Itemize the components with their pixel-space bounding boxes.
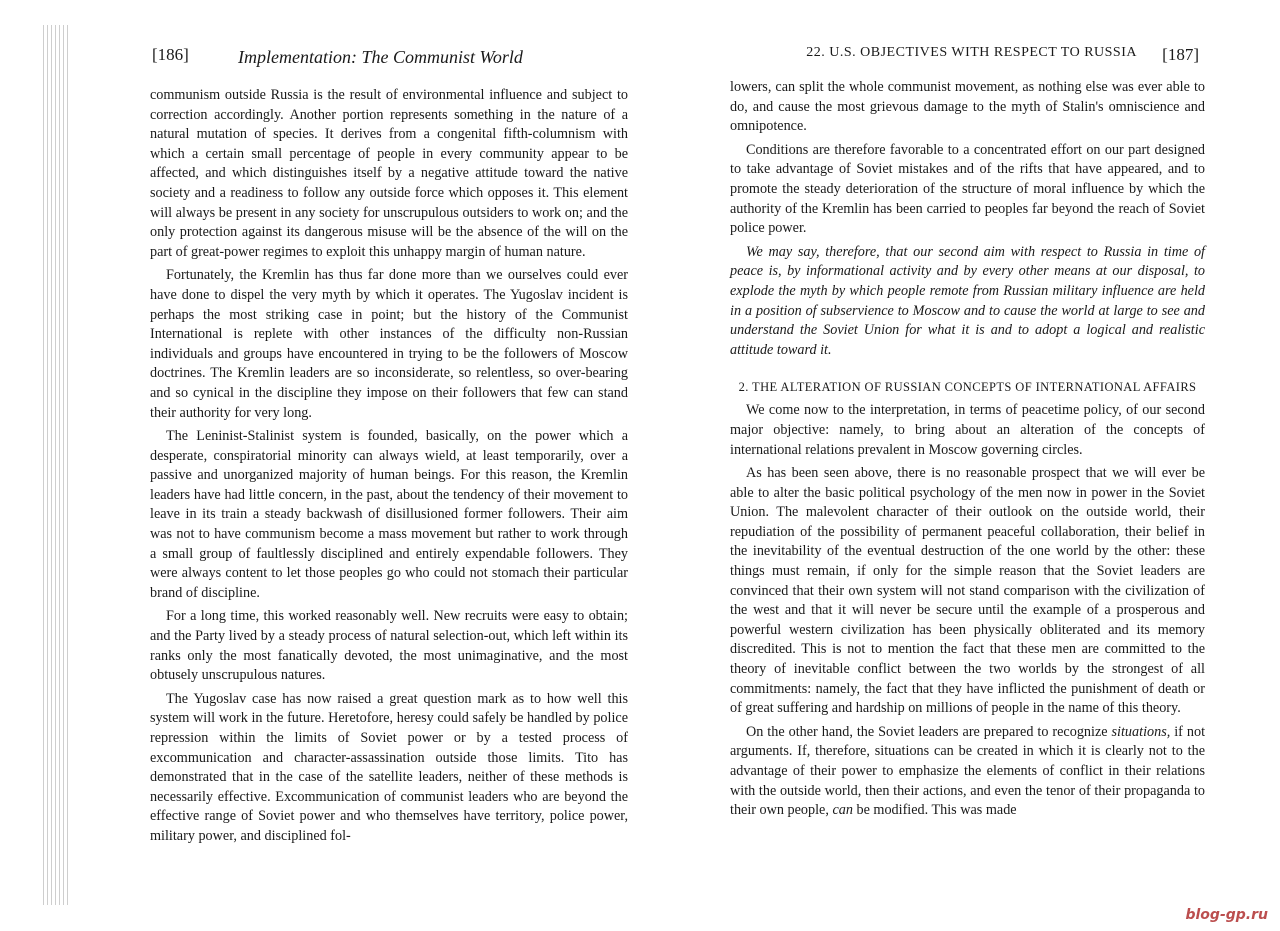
right-paragraph-1: lowers, can split the whole communist movement, as nothing else was ever able to do, and cause the most grievous damage to the myth of Stalin's omniscience and omnipotence. bbox=[730, 79, 1205, 135]
right-running-title: 22. U.S. OBJECTIVES WITH RESPECT TO RUSSIA bbox=[806, 45, 1137, 60]
right-paragraph-6 bbox=[730, 723, 1205, 821]
right-page-body bbox=[730, 78, 1205, 825]
last-paragraph-part-3: be modified. This was made bbox=[852, 802, 1017, 819]
last-paragraph-emphasis-2: can bbox=[832, 802, 853, 819]
left-paragraph-1: communism outside Russia is the result of environmental influence and subject to correction accordingly. Another portion represents something in the nature of a natural mutation of species. It derives from a congenital fifth-columnism with which a certain small percentage of people in every community appear to be affected, and which distinguishes itself by a negative attitude toward the native society and a readiness to follow any outside force which opposes it. This element will always be present in any society for unscrupulous outsiders to work on; and the only protection against its dangerous misuse will be the absence of the will on the part of great-power regimes to exploit this unhappy margin of human nature. bbox=[150, 87, 628, 260]
last-paragraph-part-1: On the other hand, the Soviet leaders are prepared to recognize bbox=[746, 723, 1112, 740]
left-paragraph-3: The Leninist-Stalinist system is founded, basically, on the power which a desperate, conspiratorial minority can always wield, at least temporarily, over a passive and unorganized majority of human beings. For this reason, the Kremlin leaders have had little concern, in the past, about the tendency of their movement to leave in its train a steady backwash of disillusioned former followers. Their aim was not to have communism become a mass movement but rather to work through a small group of faultlessly disciplined and entirely expendable followers. They were always content to let those peoples go who could not stomach their particular brand of discipline. bbox=[150, 428, 628, 601]
left-paragraph-4: For a long time, this worked reasonably well. New recruits were easy to obtain; and the Party lived by a steady process of natural selection-out, which left within its ranks only the most fanatically devoted, the most unimaginative, and the most obtusely unscrupulous natures. bbox=[150, 608, 628, 684]
section-heading: 2. THE ALTERATION OF RUSSIAN CONCEPTS OF INTERNATIONAL AFFAIRS bbox=[738, 380, 1197, 395]
right-page-number: [187] bbox=[1162, 45, 1199, 64]
book-spine-shadow bbox=[40, 25, 70, 905]
left-page-body bbox=[150, 86, 628, 851]
right-paragraph-5: As has been seen above, there is no reasonable prospect that we will ever be able to alter the basic political psychology of the men now in power in the Soviet Union. The malevolent character of their outlook on the outside world, their repudiation of the possibility of permanent peaceful collaboration, their belief in the inevitability of the eventual destruction of the one world by the other: these things must remain, if only for the simple reason that the Soviet leaders are convinced that their own system will not stand comparison with the civilization of the west and that it will never be secure until the example of a prosperous and powerful western civilization has been physically obliterated and its memory discredited. This is not to mention the fact that these men are committed to the theory of inevitable conflict between the two worlds by the strongest of all commitments: namely, the fact that they have inflicted the punishment of death or of great suffering and hardship on millions of people in the name of this theory. bbox=[730, 465, 1205, 717]
left-paragraph-2: Fortunately, the Kremlin has thus far done more than we ourselves could ever have done to dispel the very myth by which it operates. The Yugoslav incident is perhaps the most striking case in point; but the history of the Communist International is replete with other instances of the difficulty non-Russian individuals and groups have encountered in trying to be the followers of Moscow doctrines. The Kremlin leaders are so inconsiderate, so relentless, so over-bearing and so cynical in the discipline they impose on their followers that few can stand their authority for very long. bbox=[150, 267, 628, 421]
right-page-header bbox=[730, 45, 1205, 75]
watermark: blog-gp.ru bbox=[1185, 907, 1268, 923]
right-paragraph-3-italic: We may say, therefore, that our second aim with respect to Russia in time of peace is, by informational activity and by every other means at our disposal, to explode the myth by which people remote from Russian military influence are held in a position of subservience to Moscow and to cause the world at large to see and understand the Soviet Union for what it is and to adopt a logical and realistic attitude toward it. bbox=[730, 243, 1205, 358]
right-paragraph-2: Conditions are therefore favorable to a concentrated effort on our part designed to take advantage of Soviet mistakes and of the rifts that have appeared, and to promote the steady deterioration of the structure of moral influence by which the authority of the Kremlin has been carried to peoples far beyond the reach of Soviet police power. bbox=[730, 141, 1205, 237]
left-page-header bbox=[150, 45, 628, 75]
last-paragraph-emphasis-1: situations, bbox=[1111, 723, 1171, 740]
left-running-title: Implementation: The Communist World bbox=[238, 47, 523, 67]
left-paragraph-5: The Yugoslav case has now raised a great question mark as to how well this system will work in the future. Heretofore, heresy could safely be handled by police repression within the limits of Soviet power or by a tested process of excommunication and character-assassination outside those limits. Tito has demonstrated that in the case of the satellite leaders, neither of these methods is necessarily effective. Excommunication of communist leaders who are beyond the effective range of Soviet power and who themselves have territory, police power, military power, and disciplined fol- bbox=[150, 690, 628, 844]
left-page-number: [186] bbox=[152, 45, 189, 64]
right-paragraph-4: We come now to the interpretation, in terms of peacetime policy, of our second major objective: namely, to bring about an alteration of the concepts of international relations prevalent in Moscow governing circles. bbox=[730, 402, 1205, 458]
last-paragraph-part-2: if not arguments. If, therefore, situations can be created in which it is clearly not to the advantage of their power to emphasize the elements of conflict in their relations with the outside world, then their actions, and even the tenor of their propaganda to their own people, bbox=[730, 723, 1206, 819]
